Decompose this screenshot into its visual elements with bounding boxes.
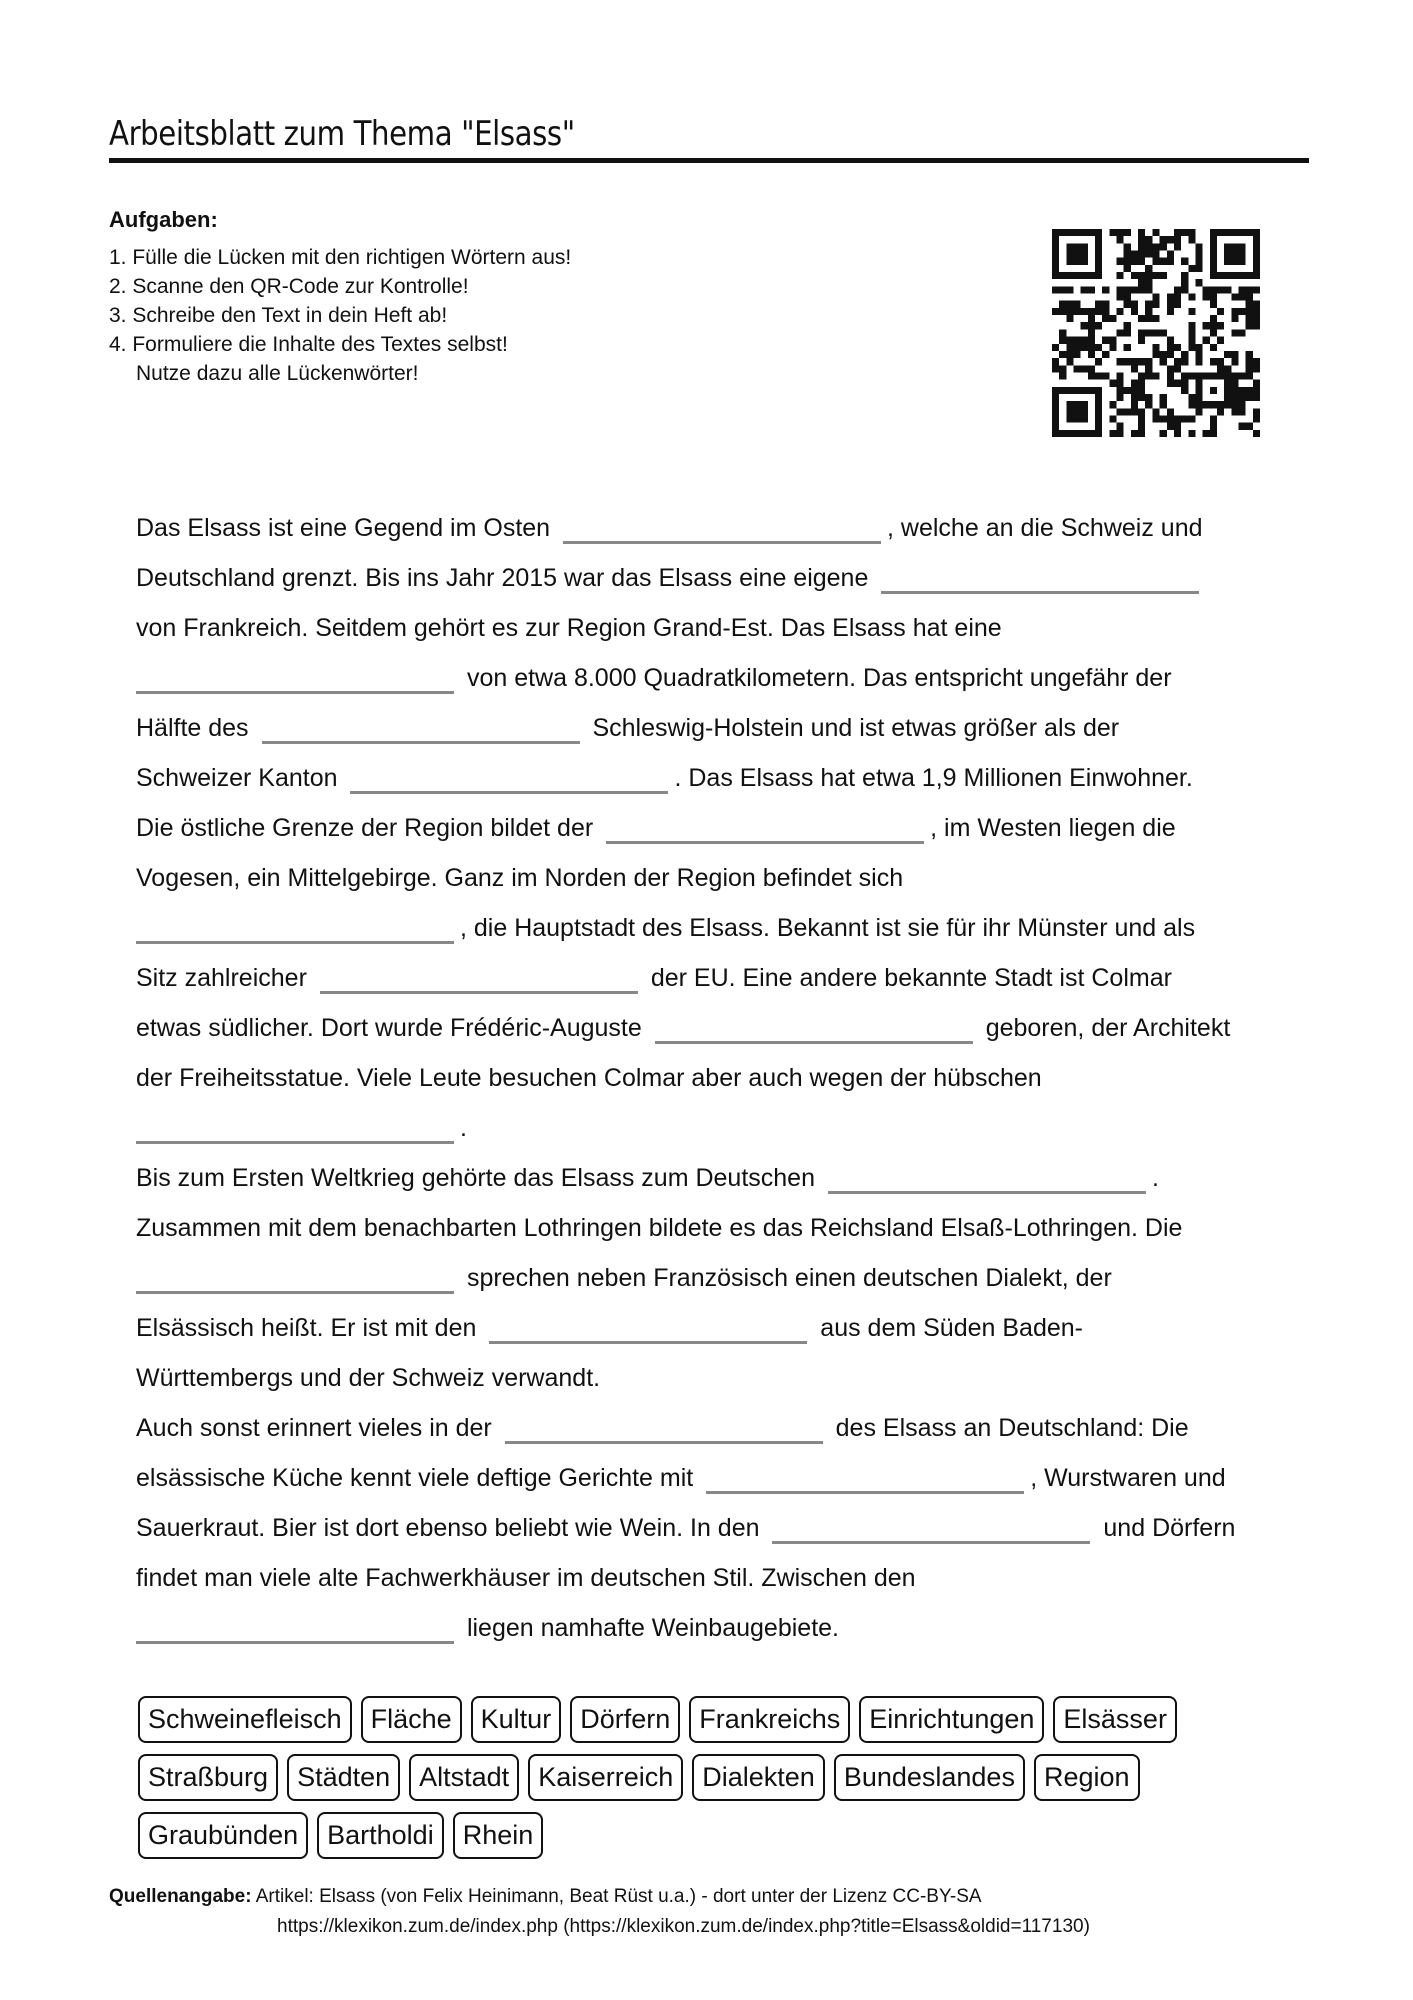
qr-code-icon xyxy=(1052,229,1260,437)
task-item: 3. Schreibe den Text in dein Heft ab! xyxy=(109,304,448,327)
blank-field[interactable] xyxy=(655,1041,973,1044)
text-segment: Sitz zahlreicher xyxy=(136,964,307,992)
word-bank-row xyxy=(138,1696,1258,1743)
word-card[interactable]: Bundeslandes xyxy=(834,1754,1025,1801)
blank-field[interactable] xyxy=(262,741,580,744)
text-segment: Bis zum Ersten Weltkrieg gehörte das Elsass zum Deutschen xyxy=(136,1164,815,1192)
text-segment: . Das Elsass hat etwa 1,9 Millionen Einwohner. xyxy=(674,764,1193,792)
text-segment: etwas südlicher. Dort wurde Frédéric-Auguste xyxy=(136,1014,642,1042)
word-card[interactable]: Einrichtungen xyxy=(859,1696,1044,1743)
text-segment: sprechen neben Französisch einen deutschen Dialekt, der xyxy=(466,1264,1112,1292)
source-label: Quellenangabe: xyxy=(109,1886,252,1907)
word-bank-row xyxy=(138,1754,1258,1801)
word-card[interactable]: Straßburg xyxy=(138,1754,278,1801)
task-item: Nutze dazu alle Lückenwörter! xyxy=(136,362,419,385)
text-segment: . xyxy=(1151,1164,1159,1192)
word-card[interactable]: Kultur xyxy=(471,1696,562,1743)
text-segment: , die Hauptstadt des Elsass. Bekannt ist sie für ihr Münster und als xyxy=(460,914,1196,942)
blank-field[interactable] xyxy=(828,1191,1146,1194)
word-card[interactable]: Frankreichs xyxy=(689,1696,850,1743)
word-card[interactable]: Fläche xyxy=(361,1696,462,1743)
word-card[interactable]: Rhein xyxy=(453,1812,544,1859)
text-segment: Das Elsass ist eine Gegend im Osten xyxy=(136,514,551,542)
text-segment: Sauerkraut. Bier ist dort ebenso beliebt wie Wein. In den xyxy=(136,1514,760,1542)
text-segment: Elsässisch heißt. Er ist mit den xyxy=(136,1314,477,1342)
word-bank xyxy=(138,1696,1258,1870)
source-text: Artikel: Elsass (von Felix Heinimann, Beat Rüst u.a.) - dort unter der Lizenz CC-BY-SA xyxy=(251,1886,982,1907)
text-segment: Vogesen, ein Mittelgebirge. Ganz im Norden der Region befindet sich xyxy=(136,864,904,892)
word-card[interactable]: Bartholdi xyxy=(317,1812,444,1859)
text-segment: und Dörfern xyxy=(1103,1514,1236,1542)
text-segment: Schweizer Kanton xyxy=(136,764,338,792)
blank-field[interactable] xyxy=(563,541,881,544)
blank-field[interactable] xyxy=(772,1541,1090,1544)
word-card[interactable]: Kaiserreich xyxy=(528,1754,683,1801)
word-card[interactable]: Altstadt xyxy=(409,1754,519,1801)
task-item: 2. Scanne den QR-Code zur Kontrolle! xyxy=(109,275,469,298)
text-segment: der EU. Eine andere bekannte Stadt ist Colmar xyxy=(650,964,1172,992)
word-bank-row xyxy=(138,1812,1258,1859)
word-card[interactable]: Schweinefleisch xyxy=(138,1696,352,1743)
text-segment: von Frankreich. Seitdem gehört es zur Region Grand-Est. Das Elsass hat eine xyxy=(136,614,1002,642)
blank-field[interactable] xyxy=(350,791,668,794)
blank-field[interactable] xyxy=(320,991,638,994)
text-segment: , Wurstwaren und xyxy=(1030,1464,1226,1492)
source-url: https://klexikon.zum.de/index.php (https://klexikon.zum.de/index.php?title=Elsass&oldid=117130) xyxy=(277,1916,1090,1937)
word-card[interactable]: Elsässer xyxy=(1053,1696,1177,1743)
text-segment: der Freiheitsstatue. Viele Leute besuchen Colmar aber auch wegen der hübschen xyxy=(136,1064,1042,1092)
text-segment: . xyxy=(460,1114,467,1142)
text-segment: Deutschland grenzt. Bis ins Jahr 2015 war das Elsass eine eigene xyxy=(136,564,869,592)
text-segment: des Elsass an Deutschland: Die xyxy=(835,1414,1189,1442)
page-title: Arbeitsblatt zum Thema "Elsass" xyxy=(109,114,575,154)
text-segment: , welche an die Schweiz und xyxy=(887,514,1203,542)
text-segment: Württembergs und der Schweiz verwandt. xyxy=(136,1364,601,1392)
task-list xyxy=(109,243,571,388)
word-card[interactable]: Region xyxy=(1034,1754,1140,1801)
blank-field[interactable] xyxy=(706,1491,1024,1494)
text-segment: elsässische Küche kennt viele deftige Gerichte mit xyxy=(136,1464,694,1492)
text-segment: aus dem Süden Baden- xyxy=(820,1314,1083,1342)
cloze-text xyxy=(136,503,1336,1653)
word-card[interactable]: Dialekten xyxy=(692,1754,825,1801)
text-segment: von etwa 8.000 Quadratkilometern. Das entspricht ungefähr der xyxy=(466,664,1172,692)
source-reference xyxy=(109,1882,1090,1942)
text-segment: , im Westen liegen die xyxy=(930,814,1176,842)
blank-field[interactable] xyxy=(136,1141,454,1144)
text-segment: Zusammen mit dem benachbarten Lothringen bildete es das Reichsland Elsaß-Lothringen. Die xyxy=(136,1214,1183,1242)
text-segment: geboren, der Architekt xyxy=(985,1014,1231,1042)
text-segment: Hälfte des xyxy=(136,714,249,742)
task-item: 1. Fülle die Lücken mit den richtigen Wörtern aus! xyxy=(109,246,572,269)
text-segment: Auch sonst erinnert vieles in der xyxy=(136,1414,492,1442)
task-item: 4. Formuliere die Inhalte des Textes selbst! xyxy=(109,333,508,356)
blank-field[interactable] xyxy=(881,591,1199,594)
blank-field[interactable] xyxy=(136,1641,454,1644)
text-segment: liegen namhafte Weinbaugebiete. xyxy=(466,1614,839,1642)
word-card[interactable]: Städten xyxy=(287,1754,400,1801)
blank-field[interactable] xyxy=(489,1341,807,1344)
blank-field[interactable] xyxy=(136,1291,454,1294)
text-segment: Die östliche Grenze der Region bildet der xyxy=(136,814,594,842)
text-segment: findet man viele alte Fachwerkhäuser im deutschen Stil. Zwischen den xyxy=(136,1564,916,1592)
word-card[interactable]: Graubünden xyxy=(138,1812,308,1859)
title-divider xyxy=(109,158,1309,163)
tasks-heading: Aufgaben: xyxy=(109,207,218,232)
blank-field[interactable] xyxy=(606,841,924,844)
blank-field[interactable] xyxy=(505,1441,823,1444)
blank-field[interactable] xyxy=(136,941,454,944)
blank-field[interactable] xyxy=(136,691,454,694)
word-card[interactable]: Dörfern xyxy=(570,1696,680,1743)
text-segment: Schleswig-Holstein und ist etwas größer als der xyxy=(592,714,1120,742)
